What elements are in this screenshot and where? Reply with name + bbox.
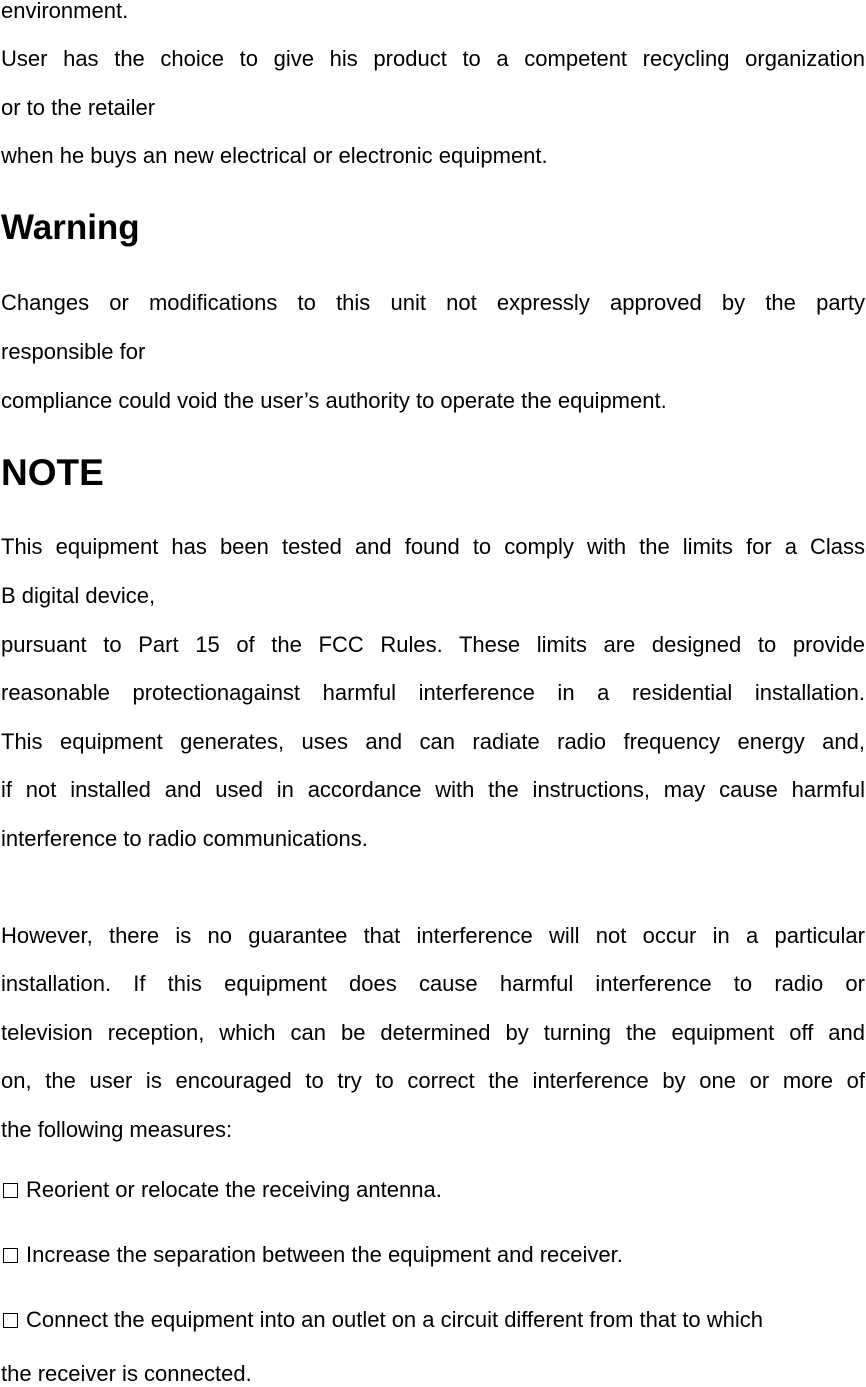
measure-continuation: the receiver is connected. xyxy=(1,1361,252,1386)
measure-label: Connect the equipment into an outlet on a circuit different from that to which xyxy=(26,1307,764,1332)
warning-line: responsible for xyxy=(1,339,146,364)
note-paragraph-line: This equipment generates, uses and can radiate radio frequency energy and, xyxy=(1,729,865,754)
note-paragraph-line: This equipment has been tested and found to comply with the limits for a Class xyxy=(1,534,865,559)
measure-item xyxy=(1,1177,442,1203)
note-paragraph-line: pursuant to Part 15 of the FCC Rules. These limits are designed to provide xyxy=(1,632,865,657)
note-paragraph-line: reasonable protectionagainst harmful interference in a residential installation. xyxy=(1,680,865,705)
intro-line: User has the choice to give his product to a competent recycling organization xyxy=(1,46,865,71)
intro-line: when he buys an new electrical or electronic equipment. xyxy=(1,143,548,168)
note-paragraph-line: However, there is no guarantee that interference will not occur in a particular xyxy=(1,923,865,948)
warning-line: compliance could void the user’s authority to operate the equipment. xyxy=(1,388,667,413)
intro-line: or to the retailer xyxy=(1,95,156,120)
intro-line: environment. xyxy=(1,0,129,23)
note-paragraph-line: on, the user is encouraged to try to correct the interference by one or more of xyxy=(1,1068,865,1093)
note-paragraph-line: B digital device, xyxy=(1,583,156,608)
measure-item xyxy=(1,1307,763,1333)
measure-label: Reorient or relocate the receiving antenna. xyxy=(26,1177,442,1202)
note-heading: NOTE xyxy=(1,452,104,493)
measure-label: Increase the separation between the equipment and receiver. xyxy=(26,1242,623,1267)
note-paragraph-line: the following measures: xyxy=(1,1117,233,1142)
checkbox-icon xyxy=(3,1248,18,1263)
note-paragraph-line: television reception, which can be determined by turning the equipment off and xyxy=(1,1020,865,1045)
warning-line: Changes or modifications to this unit not expressly approved by the party xyxy=(1,290,865,315)
warning-heading: Warning xyxy=(1,208,140,247)
measure-item xyxy=(1,1242,623,1268)
checkbox-icon xyxy=(3,1183,18,1198)
note-paragraph-line: interference to radio communications. xyxy=(1,826,368,851)
note-paragraph-line: if not installed and used in accordance with the instructions, may cause harmful xyxy=(1,777,865,802)
note-paragraph-line: installation. If this equipment does cause harmful interference to radio or xyxy=(1,971,865,996)
checkbox-icon xyxy=(3,1313,18,1328)
